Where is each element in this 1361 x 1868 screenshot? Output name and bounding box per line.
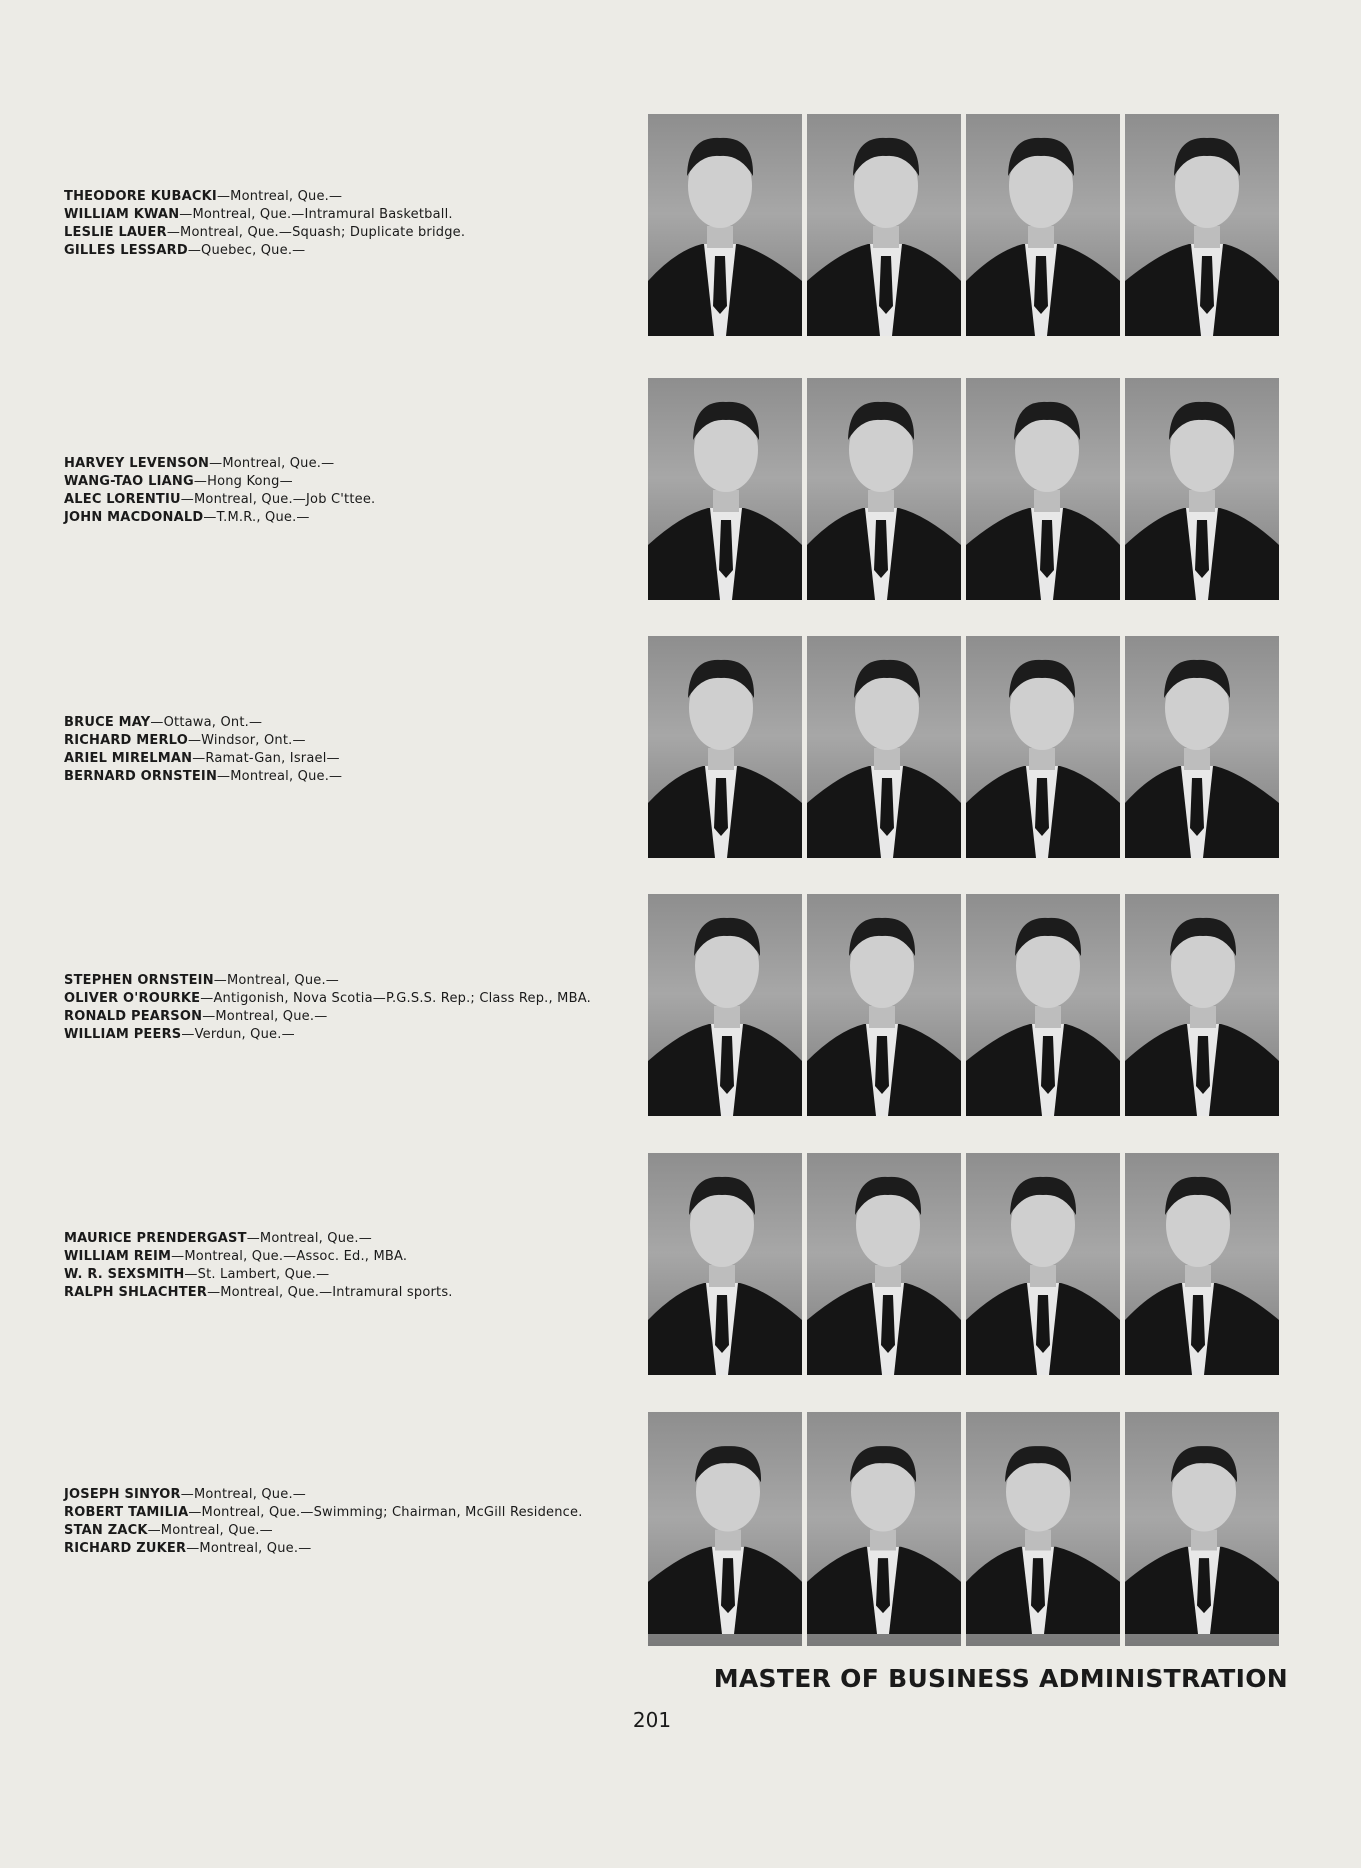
entry [64,509,624,527]
entry [64,224,624,242]
portrait-photo [1125,114,1279,336]
entry [64,188,624,206]
entry-details: —Montreal, Que.— [217,769,343,784]
portrait-photo [807,1412,961,1646]
entry-details: —Montreal, Que.— [202,1009,328,1024]
portrait-silhouette [648,114,802,336]
entry-name: GILLES LESSARD [64,243,188,258]
name-group-6 [64,1486,624,1558]
name-group-1 [64,188,624,260]
entry-details: —Montreal, Que.— [186,1541,312,1556]
entry [64,1248,624,1266]
entry-details: —Quebec, Que.— [187,243,306,258]
entry-details: —Montreal, Que.— [213,973,339,988]
portrait-photo [1125,378,1279,600]
entry [64,1486,624,1504]
portrait-photo [648,378,802,600]
portrait-photo [1125,636,1279,858]
portrait-silhouette [807,636,961,858]
portrait-silhouette [966,894,1120,1116]
portrait-silhouette [1125,636,1279,858]
portrait-photo [807,114,961,336]
portrait-photo [648,636,802,858]
entry-name: MAURICE PRENDERGAST [64,1231,247,1246]
entry-name: ROBERT TAMILIA [64,1505,189,1520]
entry [64,1284,624,1302]
entry-details: —Montreal, Que.— [147,1523,273,1538]
portrait-silhouette [966,636,1120,858]
entry-details: —Montreal, Que.—Intramural sports. [207,1285,453,1300]
entry-details: —Montreal, Que.— [180,1487,306,1502]
portrait-photo [966,636,1120,858]
entry [64,1540,624,1558]
portrait-photo [966,1153,1120,1375]
entry [64,1008,624,1026]
portrait-silhouette [1125,378,1279,600]
portrait-photo [807,1153,961,1375]
portrait-row-3 [648,636,1280,858]
portrait-row-6 [648,1412,1280,1646]
portrait-photo [1125,1153,1279,1375]
entry-name: ALEC LORENTIU [64,492,181,507]
entry [64,206,624,224]
portrait-row-2 [648,378,1280,600]
entry-name: HARVEY LEVENSON [64,456,210,471]
entry-name: ARIEL MIRELMAN [64,751,193,766]
entry-name: BRUCE MAY [64,715,151,730]
portrait-photo [1125,894,1279,1116]
entry [64,455,624,473]
entry-details: —Ramat-Gan, Israel— [192,751,340,766]
entry [64,714,624,732]
portrait-silhouette [1125,114,1279,336]
portrait-silhouette [966,1153,1120,1375]
entry-details: —T.M.R., Que.— [203,510,310,525]
portrait-silhouette [966,1412,1120,1634]
entry-name: WILLIAM PEERS [64,1027,182,1042]
entry-name: OLIVER O'ROURKE [64,991,201,1006]
portrait-silhouette [648,378,802,600]
portrait-photo [648,1153,802,1375]
portrait-photo [1125,1412,1279,1646]
entry-details: —Windsor, Ont.— [187,733,306,748]
entry [64,972,624,990]
entry [64,473,624,491]
entry-name: JOSEPH SINYOR [64,1487,181,1502]
entry-name: STAN ZACK [64,1523,148,1538]
portrait-silhouette [807,1153,961,1375]
portrait-photo [807,378,961,600]
portrait-silhouette [648,1153,802,1375]
portrait-photo [966,378,1120,600]
entry [64,1522,624,1540]
entry [64,491,624,509]
portrait-silhouette [807,114,961,336]
portrait-silhouette [1125,894,1279,1116]
entry-details: —St. Lambert, Que.— [184,1267,330,1282]
entry-name: RICHARD ZUKER [64,1541,187,1556]
name-group-3 [64,714,624,786]
entry [64,1026,624,1044]
portrait-photo [966,114,1120,336]
portrait-silhouette [648,1412,802,1634]
entry-name: WILLIAM KWAN [64,207,180,222]
portrait-silhouette [807,378,961,600]
entry-name: WANG-TAO LIANG [64,474,194,489]
entry [64,1504,624,1522]
portrait-silhouette [1125,1412,1279,1634]
section-heading: MASTER OF BUSINESS ADMINISTRATION [713,1664,1288,1693]
portrait-silhouette [648,636,802,858]
portrait-photo [807,894,961,1116]
entry-details: —Montreal, Que.—Job C'ttee. [180,492,376,507]
entry-name: WILLIAM REIM [64,1249,172,1264]
portrait-photo [807,636,961,858]
portrait-silhouette [966,114,1120,336]
entry-details: —Montreal, Que.—Swimming; Chairman, McGill Residence. [188,1505,583,1520]
portrait-silhouette [648,894,802,1116]
entry-details: —Montreal, Que.— [209,456,335,471]
entry-name: RICHARD MERLO [64,733,188,748]
entry-name: RONALD PEARSON [64,1009,203,1024]
portrait-photo [966,1412,1120,1646]
entry [64,768,624,786]
entry-details: —Verdun, Que.— [181,1027,295,1042]
entry-details: —Montreal, Que.—Intramural Basketball. [179,207,453,222]
entry-name: W. R. SEXSMITH [64,1267,185,1282]
entry [64,732,624,750]
entry [64,242,624,260]
portrait-photo [648,1412,802,1646]
entry [64,1266,624,1284]
entry-name: LESLIE LAUER [64,225,167,240]
entry-details: —Antigonish, Nova Scotia—P.G.S.S. Rep.; Class Rep., MBA. [200,991,591,1006]
portrait-photo [648,114,802,336]
entry-name: RALPH SHLACHTER [64,1285,208,1300]
portrait-photo [648,894,802,1116]
entry-name: JOHN MACDONALD [64,510,204,525]
entry-details: —Montreal, Que.— [216,189,343,204]
entry-details: —Montreal, Que.—Assoc. Ed., MBA. [171,1249,408,1264]
portrait-row-1 [648,114,1280,336]
page-number: 201 [632,1708,672,1732]
portrait-silhouette [807,1412,961,1634]
entry-details: —Ottawa, Ont.— [150,715,263,730]
entry [64,750,624,768]
portrait-row-5 [648,1153,1280,1375]
entry-details: —Hong Kong— [193,474,293,489]
portrait-silhouette [1125,1153,1279,1375]
portrait-silhouette [966,378,1120,600]
name-group-4 [64,972,624,1044]
name-group-5 [64,1230,624,1302]
entry-name: BERNARD ORNSTEIN [64,769,218,784]
name-group-2 [64,455,624,527]
entry-details: —Montreal, Que.—Squash; Duplicate bridge. [166,225,466,240]
portrait-row-4 [648,894,1280,1116]
entry-name: THEODORE KUBACKI [64,189,217,204]
portrait-photo [966,894,1120,1116]
entry-name: STEPHEN ORNSTEIN [64,973,214,988]
portrait-silhouette [807,894,961,1116]
entry [64,1230,624,1248]
entry-details: —Montreal, Que.— [246,1231,372,1246]
entry [64,990,624,1008]
